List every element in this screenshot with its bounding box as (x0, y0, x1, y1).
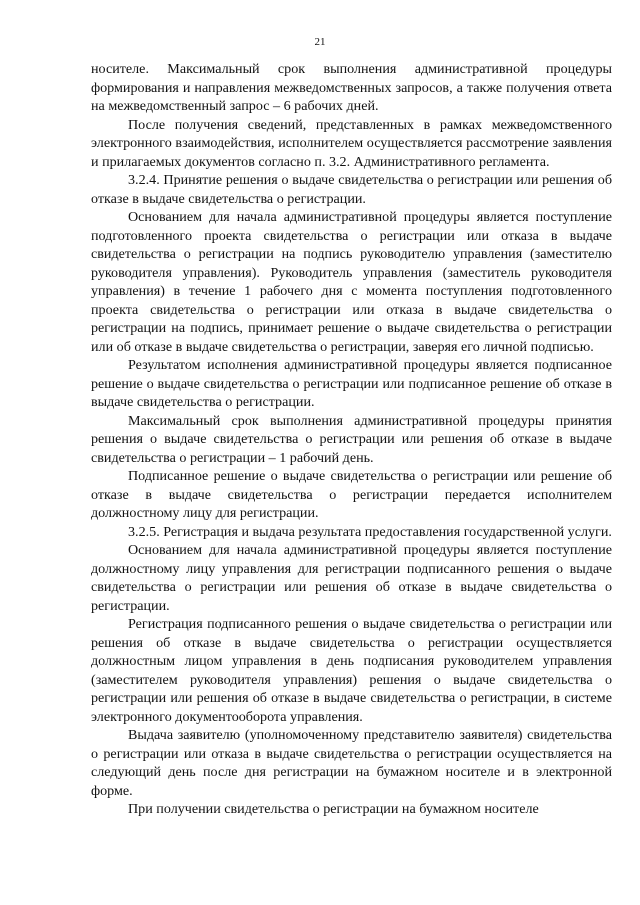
paragraph: Максимальный срок выполнения административной процедуры принятия решения о выдаче свидетельства о регистрации или решения об отказе в выдаче свидетельства о регистрации – 1 рабочий день. (91, 412, 612, 466)
paragraph: После получения сведений, представленных в рамках межведомственного электронного взаимодействия, исполнителем осуществляется рассмотрение заявления и прилагаемых документов согласно п. 3.2. Административного регламента. (91, 116, 612, 170)
paragraph: Основанием для начала административной процедуры является поступление подготовленного проекта свидетельства о регистрации или отказа в выдаче свидетельства о регистрации на подпись руководителю управления (заместителю руководителя управления). Руководитель управления (заместитель руководителя управления) в течение 1 рабочего дня с момента поступления подготовленного проекта свидетельства о регистрации или отказа в выдаче свидетельства о регистрации на подпись, принимает решение о выдаче свидетельства о регистрации или об отказе в выдаче свидетельства о регистрации, заверяя его личной подписью. (91, 209, 612, 355)
page-number: 21 (314, 36, 326, 48)
section-heading: 3.2.5. Регистрация и выдача результата предоставления государственной услуги. (128, 523, 612, 540)
paragraph: Регистрация подписанного решения о выдаче свидетельства о регистрации или решения об отказе в выдаче свидетельства о регистрации осуществляется должностным лицом управления в день подписания руководителем управления (заместителем руководителя управления) решения о выдаче свидетельства о регистрации или решения об отказе в выдаче свидетельства о регистрации, в системе электронного документооборота управления. (91, 616, 612, 725)
paragraph: Выдача заявителю (уполномоченному представителю заявителя) свидетельства о регистрации или отказа в выдаче свидетельства о регистрации осуществляется на следующий день после дня регистрации на бумажном носителе и в электронной форме. (91, 727, 612, 799)
paragraph-continued: При получении свидетельства о регистрации на бумажном носителе (128, 801, 539, 817)
paragraph: Основанием для начала административной процедуры является поступление должностному лицу управления для регистрации подписанного решения о выдаче свидетельства о регистрации или решения об отказе в выдаче свидетельства о регистрации. (91, 542, 612, 614)
paragraph: носителе. Максимальный срок выполнения административной процедуры формирования и направления межведомственных запросов, а также получения ответа на межведомственный запрос – 6 рабочих дней. (91, 61, 612, 114)
section-heading: 3.2.4. Принятие решения о выдаче свидетельства о регистрации или решения об отказе в выдаче свидетельства о регистрации. (91, 172, 612, 207)
document-body (91, 60, 612, 819)
paragraph: Результатом исполнения административной процедуры является подписанное решение о выдаче свидетельства о регистрации или подписанное решение об отказе в выдаче свидетельства о регистрации. (91, 357, 612, 410)
paragraph: Подписанное решение о выдаче свидетельства о регистрации или решение об отказе в выдаче свидетельства о регистрации передается исполнителем должностному лицу для регистрации. (91, 468, 612, 521)
